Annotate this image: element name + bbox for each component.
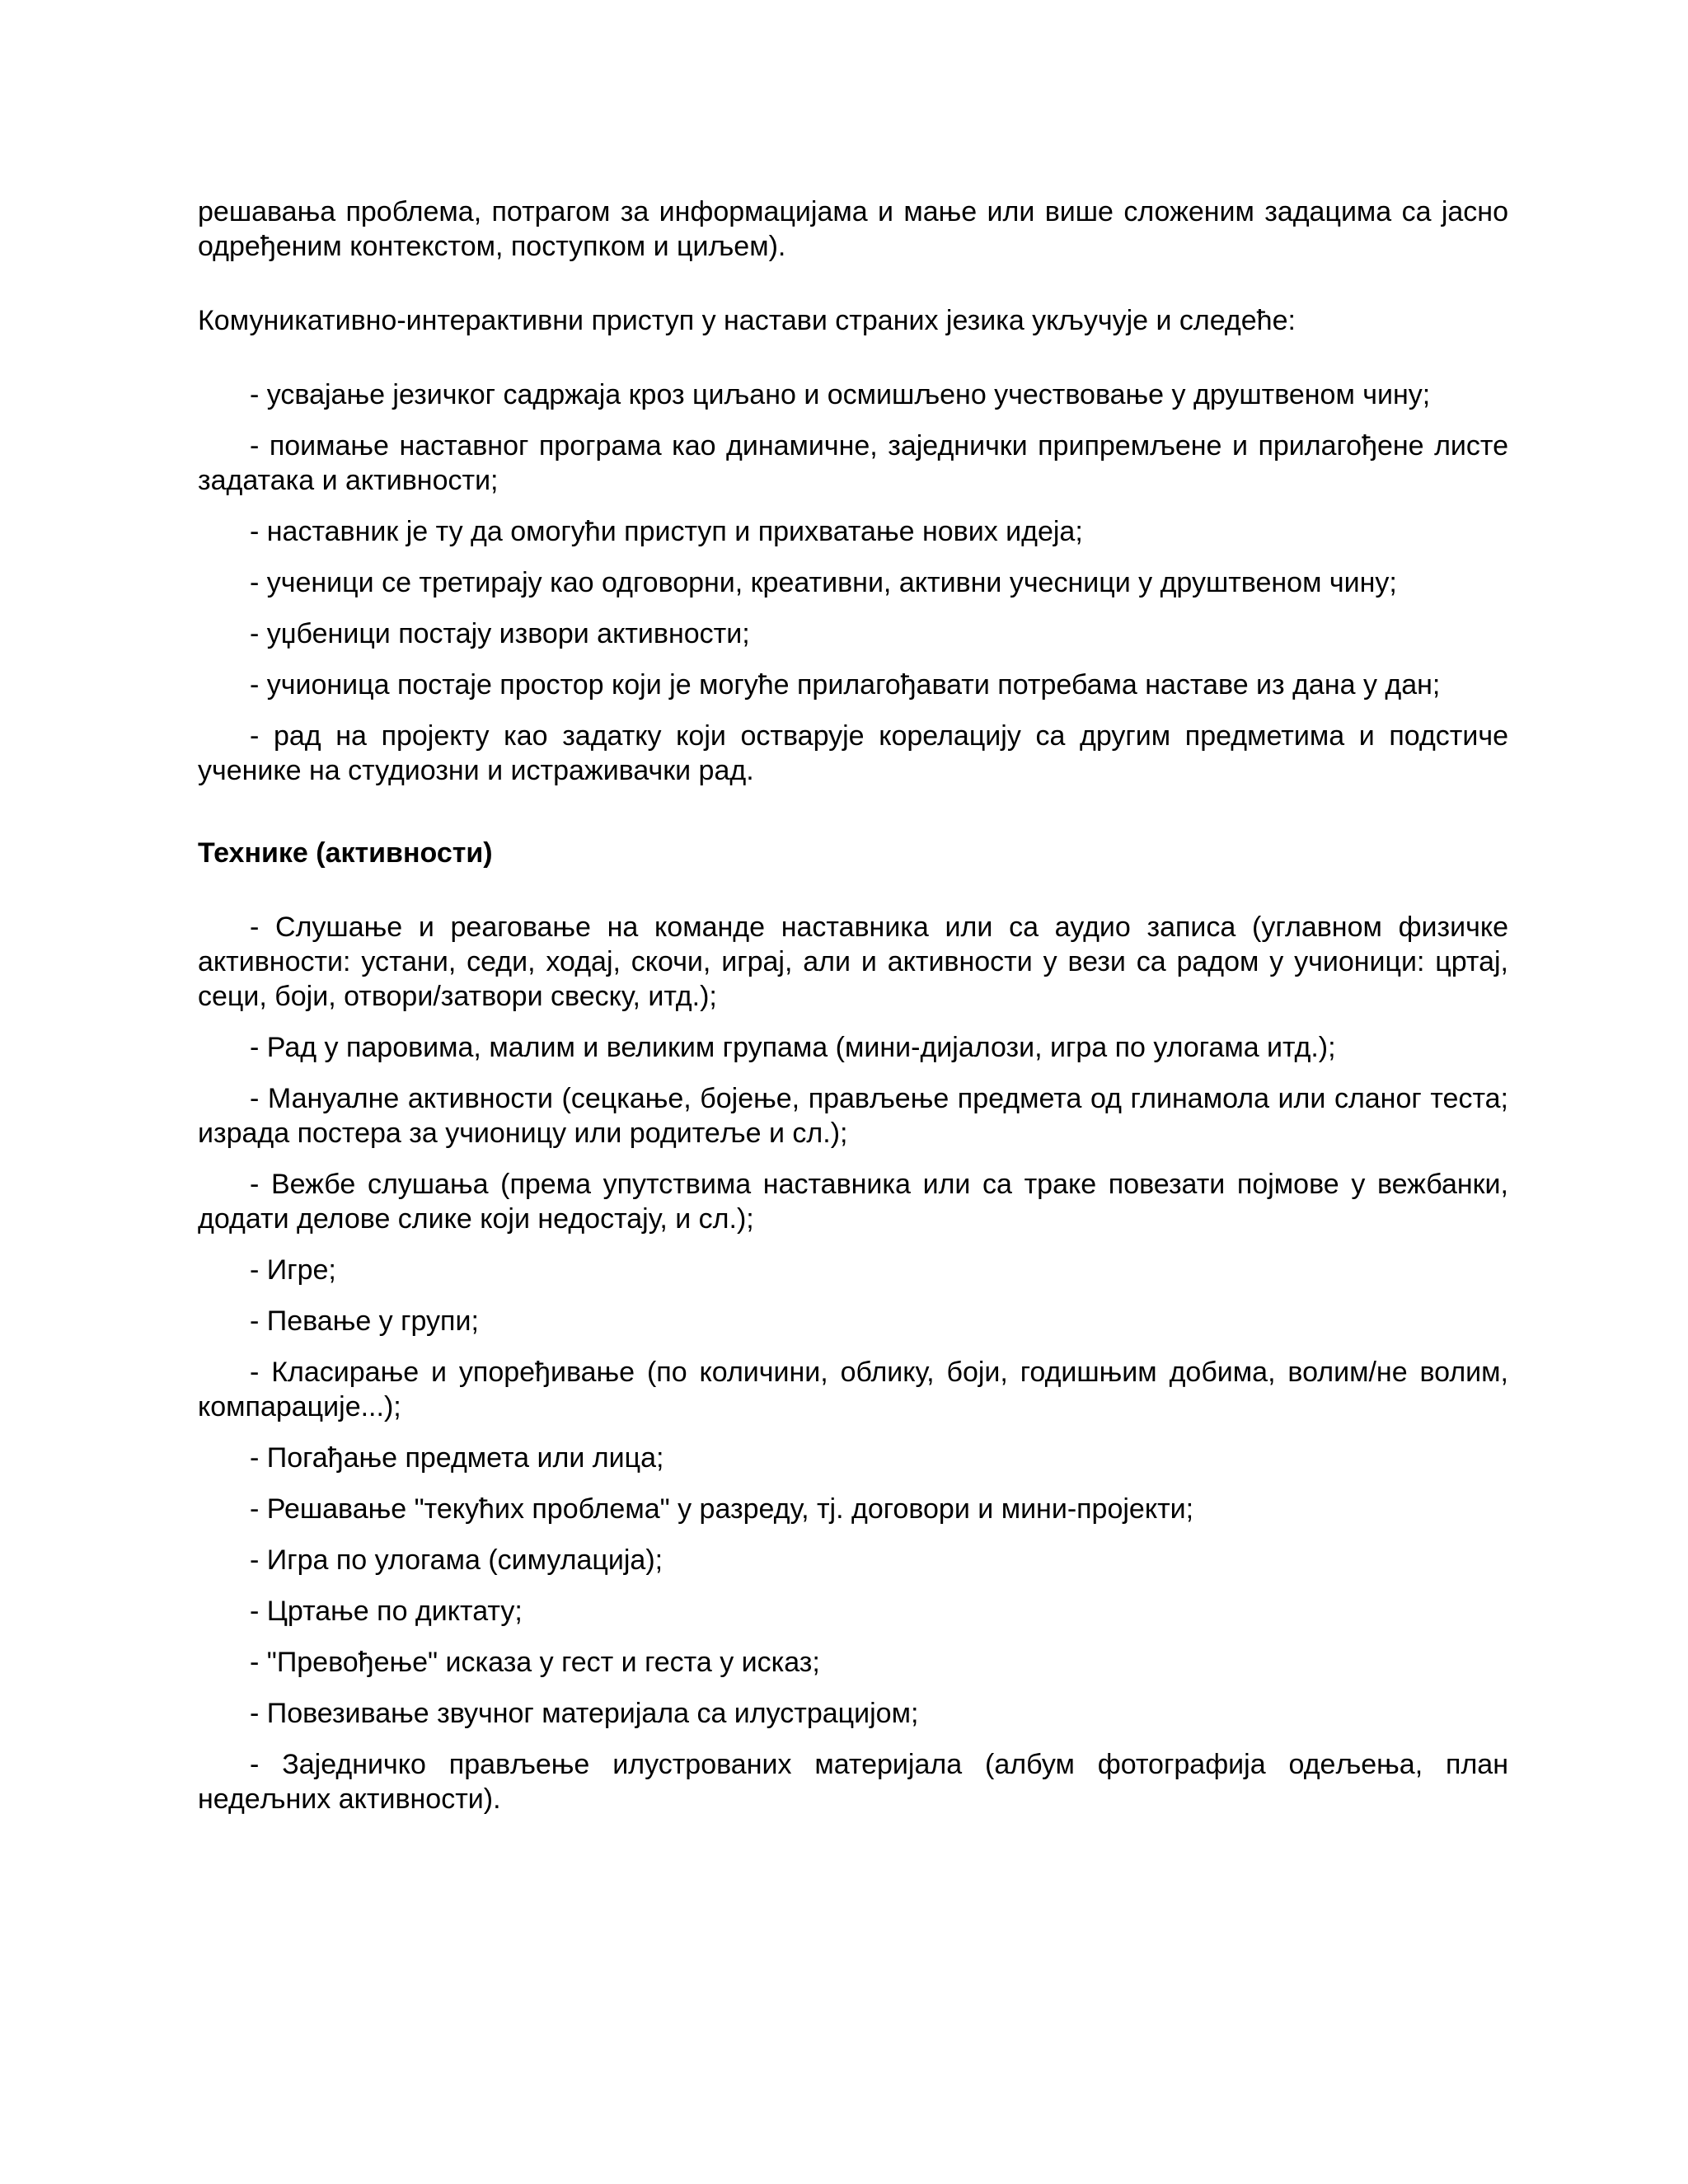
intro-paragraph: решавања проблема, потрагом за информацијама и мање или више сложеним задацима са јасно одређеним контекстом, поступком и циљем). xyxy=(198,196,1508,262)
approach-item: - рад на пројекту као задатку који остварује корелацију са другим предметима и подстиче ученике на студиозни и истраживачки рад. xyxy=(198,720,1508,786)
technique-item: - Мануалне активности (сецкање, бојење, прављење предмета од глинамола или сланог теста; израда постера за учионицу или родитеље и сл.); xyxy=(198,1083,1508,1149)
document-page xyxy=(198,194,1508,1833)
approach-item: - наставник је ту да омогући приступ и прихватање нових идеја; xyxy=(250,516,1083,547)
technique-item: - Игре; xyxy=(250,1254,336,1286)
techniques-list xyxy=(198,910,1508,1816)
technique-item: - Повезивање звучног материјала са илустрацијом; xyxy=(250,1698,919,1729)
approach-list xyxy=(198,377,1508,788)
approach-item: - уџбеници постају извори активности; xyxy=(250,618,750,649)
approach-item: - учионица постаје простор који је могуће прилагођавати потребама наставе из дана у дан; xyxy=(250,669,1441,701)
technique-item: - Игра по улогама (симулација); xyxy=(250,1544,663,1576)
technique-item: - "Превођење" исказа у гест и геста у исказ; xyxy=(250,1647,820,1678)
technique-item: - Заједничко прављење илустрованих материјала (албум фотографија одељења, план недељних активности). xyxy=(198,1749,1508,1815)
approach-item: - усвајање језичког садржаја кроз циљано и осмишљено учествовање у друштвеном чину; xyxy=(250,379,1431,410)
approach-item: - поимање наставног програма као динамичне, заједнички припремљене и прилагођене листе задатака и активности; xyxy=(198,430,1508,496)
technique-item: - Класирање и упоређивање (по количини, облику, боји, годишњим добима, волим/не волим, компарације...); xyxy=(198,1357,1508,1422)
technique-item: - Решавање "текућих проблема" у разреду, тј. договори и мини-пројекти; xyxy=(250,1493,1194,1525)
technique-item: - Цртање по диктату; xyxy=(250,1596,523,1627)
technique-item: - Слушање и реаговање на команде наставника или са аудио записа (углавном физичке активности: устани, седи, ходај, скочи, играј, али и активности у вези са радом у учионици: цртај, сеци, боји, отвори/затвори свеску, итд.); xyxy=(198,912,1508,1012)
approach-lead-paragraph: Комуникативно-интерактивни приступ у настави страних језика укључује и следеће: xyxy=(198,305,1296,336)
approach-item: - ученици се третирају као одговорни, креативни, активни учесници у друштвеном чину; xyxy=(250,567,1397,598)
technique-item: - Погађање предмета или лица; xyxy=(250,1442,664,1474)
technique-item: - Вежбе слушања (према упутствима наставника или са траке повезати појмове у вежбанки, додати делове слике који недостају, и сл.); xyxy=(198,1169,1508,1235)
technique-item: - Рад у паровима, малим и великим групама (мини-дијалози, игра по улогама итд.); xyxy=(250,1032,1336,1063)
techniques-heading: Технике (активности) xyxy=(198,837,493,869)
technique-item: - Певање у групи; xyxy=(250,1305,479,1337)
